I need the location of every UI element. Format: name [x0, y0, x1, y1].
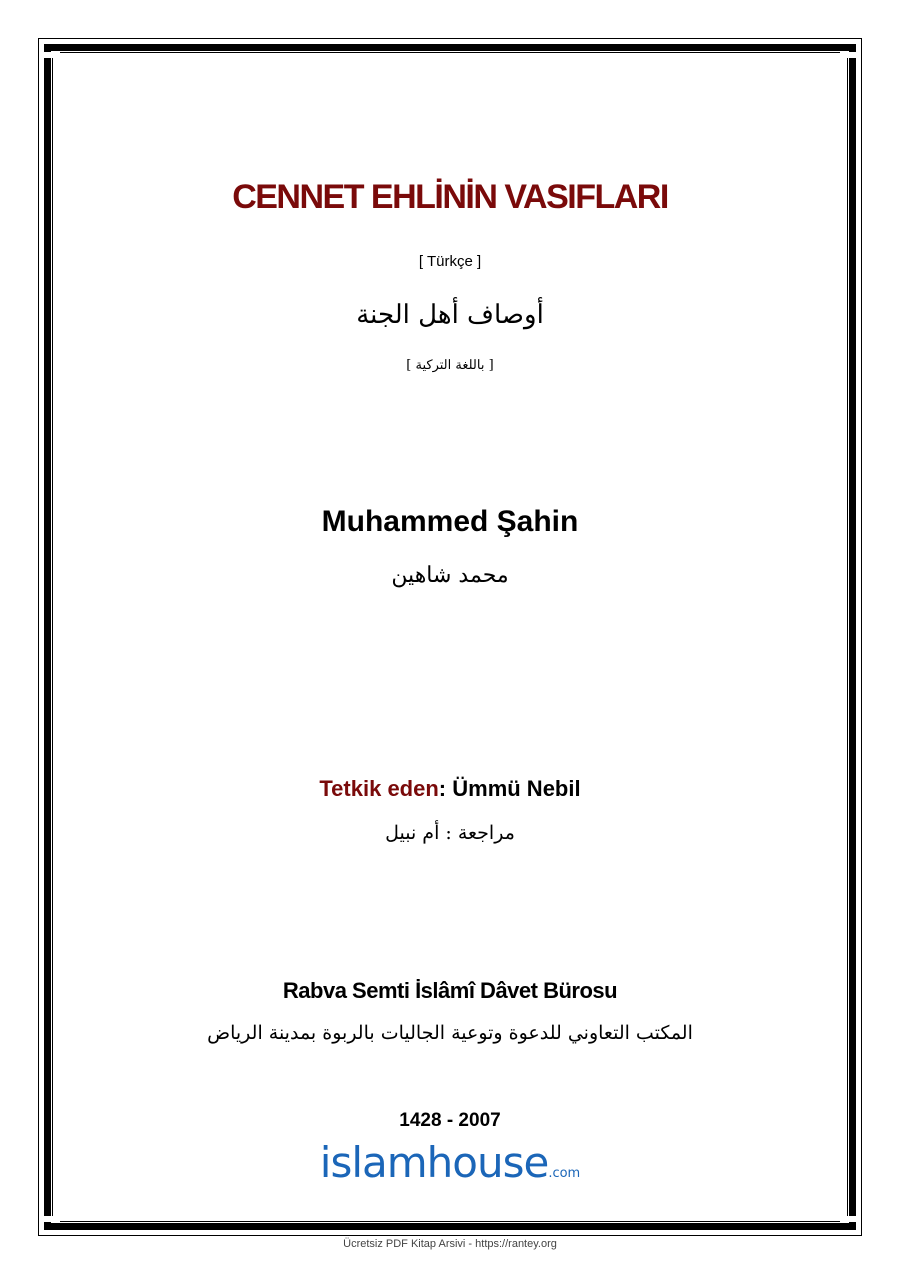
- logo-suffix: .com: [548, 1166, 581, 1181]
- language-label: [ Türkçe ]: [418, 253, 482, 270]
- corner-notch: [44, 1216, 60, 1222]
- arabic-title: أوصاف أهل الجنة: [356, 300, 544, 330]
- logo-text: islamhouse: [319, 1138, 549, 1187]
- reviewer-name: Ümmü Nebil: [452, 776, 581, 801]
- corner-notch: [840, 52, 856, 58]
- arabic-language-label: [ باللغة التركية ]: [406, 358, 494, 373]
- author-name: Muhammed Şahin: [321, 505, 579, 538]
- publisher-name-arabic: المكتب التعاوني للدعوة وتوعية الجاليات بالربوة بمدينة الرياض: [207, 1022, 693, 1044]
- publication-year: 1428 - 2007: [399, 1110, 501, 1131]
- book-title: CENNET EHLİNİN VASIFLARI: [232, 178, 668, 216]
- corner-notch: [840, 1216, 856, 1222]
- reviewer-arabic: مراجعة : أم نبيل: [385, 822, 515, 844]
- islamhouse-logo[interactable]: [0, 1138, 900, 1187]
- reviewer-label: Tetkik eden: [319, 776, 439, 801]
- corner-notch: [44, 52, 60, 58]
- reviewer-separator: :: [438, 776, 447, 801]
- reviewer-line: [0, 776, 900, 802]
- publisher-name: Rabva Semti İslâmî Dâvet Bürosu: [282, 978, 618, 1003]
- author-name-arabic: محمد شاهين: [391, 563, 509, 588]
- page-border-inner: [52, 52, 848, 1222]
- footer-text: Ücretsiz PDF Kitap Arsivi - https://rantey.org: [343, 1238, 557, 1250]
